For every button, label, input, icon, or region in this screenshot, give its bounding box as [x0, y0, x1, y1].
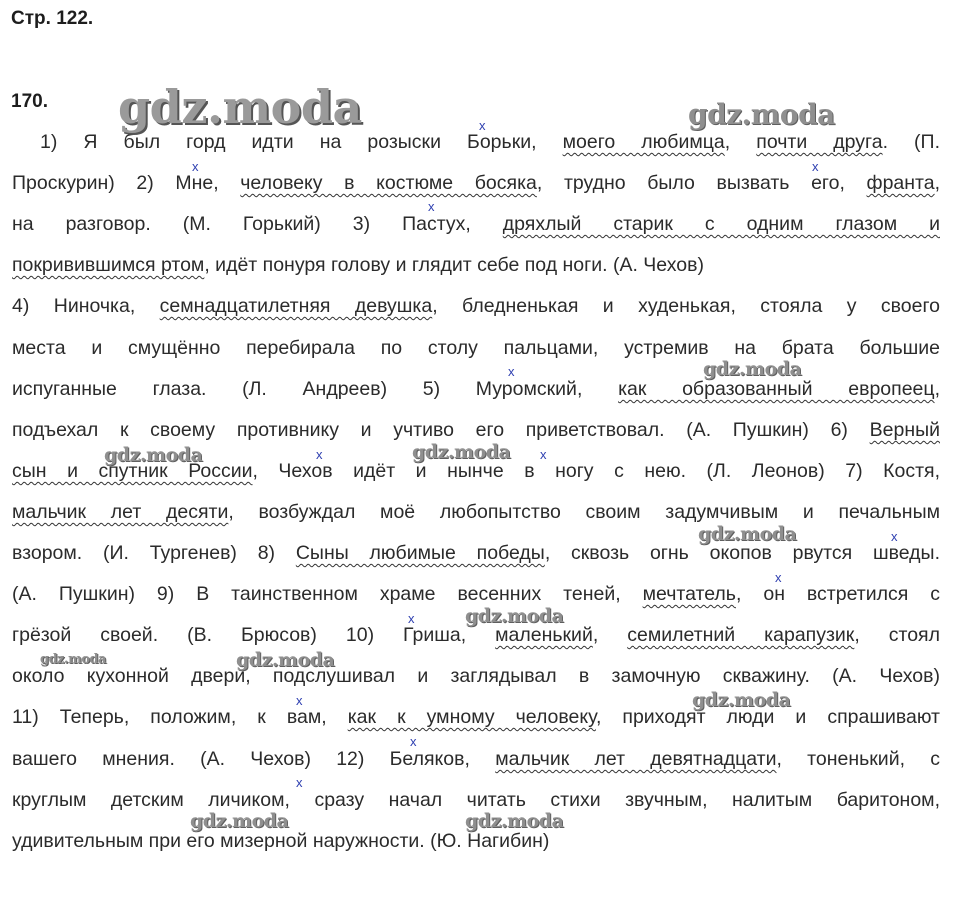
underlined-appositive: семнадцатилетняя девушка	[159, 295, 433, 317]
text-segment: , стоял	[854, 624, 940, 646]
text-segment: , Чехов идёт и нынче в ногу с нею. (Л. Леонов) 7) Костя,	[252, 460, 940, 482]
text-segment: ,	[592, 624, 628, 646]
underlined-appositive: сын и спутник России	[12, 460, 253, 482]
text-segment: 1) Я был горд идти на розыски Борьки,	[40, 131, 563, 153]
text-segment: . (П.	[882, 131, 940, 153]
watermark-logo: gdz.moda	[118, 80, 362, 134]
text-segment: вашего мнения. (А. Чехов) 12) Беляков,	[12, 748, 496, 770]
watermark-logo: gdz.moda	[40, 652, 107, 667]
annotation-mark: x	[891, 529, 898, 544]
page-label: Стр. 122.	[11, 8, 94, 29]
text-segment: взором. (И. Тургенев) 8)	[12, 542, 296, 564]
text-segment: на разговор. (М. Горький) 3) Пастух,	[12, 213, 503, 235]
annotation-mark: x	[540, 447, 547, 462]
underlined-appositive: мальчик лет девятнадцати	[495, 748, 777, 770]
watermark-logo: gdz.moda	[698, 523, 797, 545]
text-segment: 11) Теперь, положим, к вам,	[12, 706, 348, 728]
underlined-appositive: как образованный европеец	[618, 378, 935, 400]
underlined-appositive: мечтатель	[642, 583, 736, 605]
watermark-logo: gdz.moda	[465, 810, 564, 832]
text-line	[12, 747, 940, 771]
text-segment: круглым детским личиком, сразу начал читать стихи звучным, налитым баритоном,	[12, 789, 940, 811]
annotation-mark: x	[812, 159, 819, 174]
underlined-appositive: франта	[866, 172, 935, 194]
text-line	[12, 336, 940, 360]
underlined-appositive: Сыны любимые победы	[295, 542, 545, 564]
watermark-logo: gdz.moda	[703, 358, 802, 380]
text-segment: грёзой своей. (В. Брюсов) 10) Гриша,	[12, 624, 496, 646]
task-number: 170.	[11, 91, 48, 112]
underlined-appositive: покривившимся ртом	[12, 254, 205, 276]
text-line	[12, 623, 940, 647]
text-line	[40, 130, 940, 154]
annotation-mark: x	[428, 199, 435, 214]
annotation-mark: x	[479, 118, 486, 133]
text-segment: , сквозь огнь окопов рвутся шведы.	[544, 542, 940, 564]
underlined-appositive: маленький	[495, 624, 593, 646]
annotation-mark: x	[192, 159, 199, 174]
text-segment: ,	[934, 378, 940, 400]
text-line	[12, 705, 940, 729]
text-segment: ,	[934, 172, 941, 194]
watermark-logo: gdz.moda	[412, 441, 511, 463]
text-segment: , идёт понуря голову и глядит себе под ноги. (А. Чехов)	[204, 254, 704, 276]
text-line	[12, 829, 940, 853]
text-line	[12, 664, 940, 688]
text-segment: около кухонной двери, подслушивал и заглядывал в замочную скважину. (А. Чехов)	[12, 665, 940, 687]
text-segment: удивительным при его мизерной наружности. (Ю. Нагибин)	[12, 830, 550, 852]
watermark-logo: gdz.moda	[692, 689, 791, 711]
text-line	[12, 541, 940, 565]
text-segment: испуганные глаза. (Л. Андреев) 5) Муромский,	[12, 378, 619, 400]
text-segment: ,	[724, 131, 757, 153]
underlined-appositive: моего любимца	[562, 131, 725, 153]
annotation-mark: x	[410, 734, 417, 749]
text-segment: , тоненький, с	[776, 748, 941, 770]
text-line	[12, 459, 940, 483]
annotation-mark: x	[316, 447, 323, 462]
text-segment: (А. Пушкин) 9) В таинственном храме весенних теней,	[12, 583, 643, 605]
text-line	[12, 377, 940, 401]
annotation-mark: x	[296, 775, 303, 790]
text-segment: Проскурин) 2) Мне,	[12, 172, 241, 194]
annotation-mark: x	[508, 364, 515, 379]
watermark-logo: gdz.moda	[190, 810, 289, 832]
text-line	[12, 294, 940, 318]
text-line	[12, 212, 940, 236]
text-line	[12, 788, 940, 812]
text-line	[12, 253, 940, 277]
annotation-mark: x	[296, 693, 303, 708]
watermark-logo: gdz.moda	[104, 444, 203, 466]
underlined-appositive: семилетний карапузик	[627, 624, 855, 646]
annotation-mark: x	[408, 611, 415, 626]
underlined-appositive: почти друга	[756, 131, 883, 153]
text-segment: , бледненькая и худенькая, стояла у своего	[432, 295, 940, 317]
underlined-appositive: Верный	[869, 419, 940, 441]
underlined-appositive: мальчик лет десяти	[12, 501, 229, 523]
text-line	[12, 582, 940, 606]
underlined-appositive: человеку в костюме босяка	[240, 172, 537, 194]
text-segment: , приходят люди и спрашивают	[595, 706, 940, 728]
underlined-appositive: дряхлый старик с одним глазом и	[502, 213, 940, 235]
watermark-logo: gdz.moda	[465, 605, 564, 627]
text-segment: подъехал к своему противнику и учтиво его приветствовал. (А. Пушкин) 6)	[12, 419, 870, 441]
text-line	[12, 171, 940, 195]
annotation-mark: x	[775, 570, 782, 585]
text-line	[12, 500, 940, 524]
watermark-logo: gdz.moda	[236, 649, 335, 671]
text-segment: 4) Ниночка,	[12, 295, 160, 317]
text-segment: , возбуждал моё любопытство своим задумчивым и печальным	[228, 501, 940, 523]
text-segment: , трудно было вызвать его,	[536, 172, 867, 194]
watermark-logo: gdz.moda	[688, 98, 835, 131]
text-segment: места и смущённо перебирала по столу пальцами, устремив на брата большие	[12, 337, 940, 359]
text-line	[12, 418, 940, 442]
underlined-appositive: как к умному человеку	[347, 706, 596, 728]
text-segment: , он встретился с	[735, 583, 940, 605]
